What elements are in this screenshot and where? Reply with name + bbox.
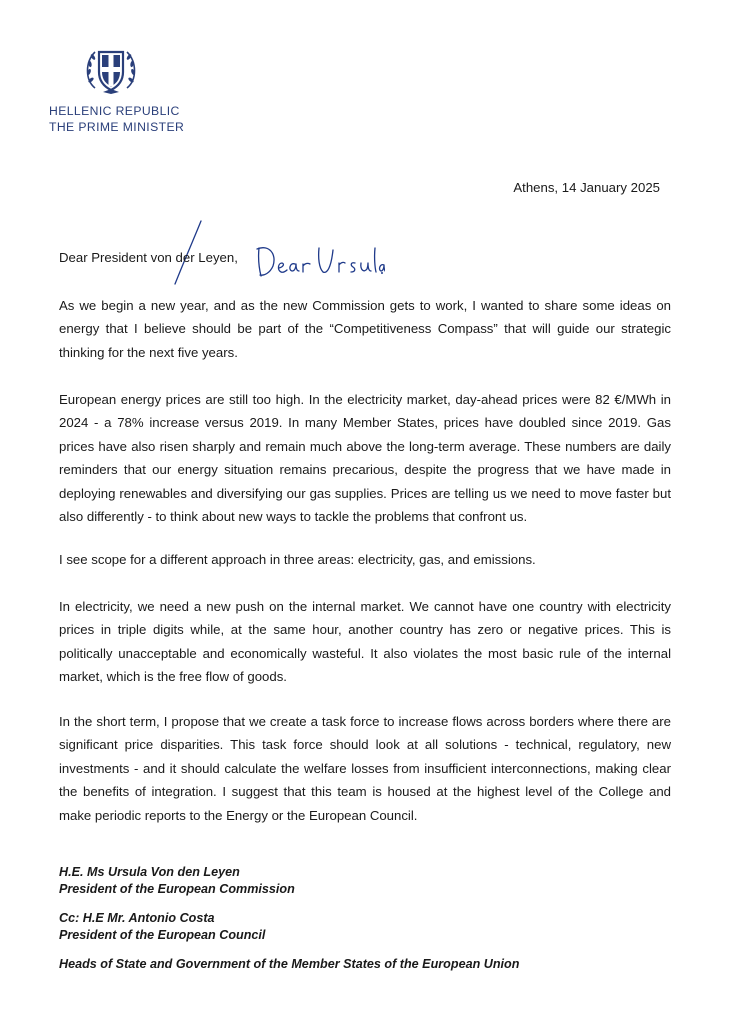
- recipient-block: [59, 864, 295, 898]
- cc-name: Cc: H.E Mr. Antonio Costa: [59, 911, 215, 925]
- paragraph-intro: As we begin a new year, and as the new Commission gets to work, I wanted to share some ideas on energy that I believe should be part of the “Competitiveness Compass” that will guide our strategic thinking for the next five years.: [59, 298, 671, 360]
- letter-date: Athens, 14 January 2025: [513, 180, 660, 195]
- paragraph-electricity: In electricity, we need a new push on the internal market. We cannot have one country with electricity prices in triple digits while, at the same hour, another country has zero or negative prices. This is politically unacceptable and economically wasteful. It also violates the most basic rule of the internal market, which is the free flow of goods.: [59, 599, 671, 685]
- heads-of-state-line: Heads of State and Government of the Member States of the European Union: [59, 957, 520, 971]
- paragraph-three-areas: I see scope for a different approach in three areas: electricity, gas, and emissions.: [59, 552, 536, 567]
- letterhead-office: THE PRIME MINISTER: [49, 120, 185, 134]
- recipient-title: President of the European Commission: [59, 882, 295, 896]
- paragraph-task-force: In the short term, I propose that we create a task force to increase flows across borders where there are significant price disparities. This task force should look at all solutions - technical, regulatory, new investments - and it should calculate the welfare losses from insufficient interconnections, making clear the benefits of integration. I suggest that this team is housed at the highest level of the College and make periodic reports to the Energy or the European Council.: [59, 714, 671, 823]
- letterhead-country: HELLENIC REPUBLIC: [49, 104, 180, 118]
- handwritten-greeting: [255, 240, 385, 280]
- salutation: Dear President von der Leyen,: [59, 250, 238, 265]
- recipient-name: H.E. Ms Ursula Von den Leyen: [59, 865, 240, 879]
- greek-coat-of-arms-icon: [81, 40, 141, 100]
- paragraph-energy-prices: European energy prices are still too high. In the electricity market, day-ahead prices were 82 €/MWh in 2024 - a 78% increase versus 2019. In many Member States, prices have doubled since 2019. Gas prices have also risen sharply and remain much above the long-term average. These numbers are daily reminders that our energy situation remains precarious, despite the progress that we have made in deploying renewables and diversifying our gas supplies. Prices are telling us we need to move faster but also differently - to think about new ways to tackle the problems that confront us.: [59, 392, 671, 525]
- cc-title: President of the European Council: [59, 928, 266, 942]
- cc-block: [59, 910, 265, 944]
